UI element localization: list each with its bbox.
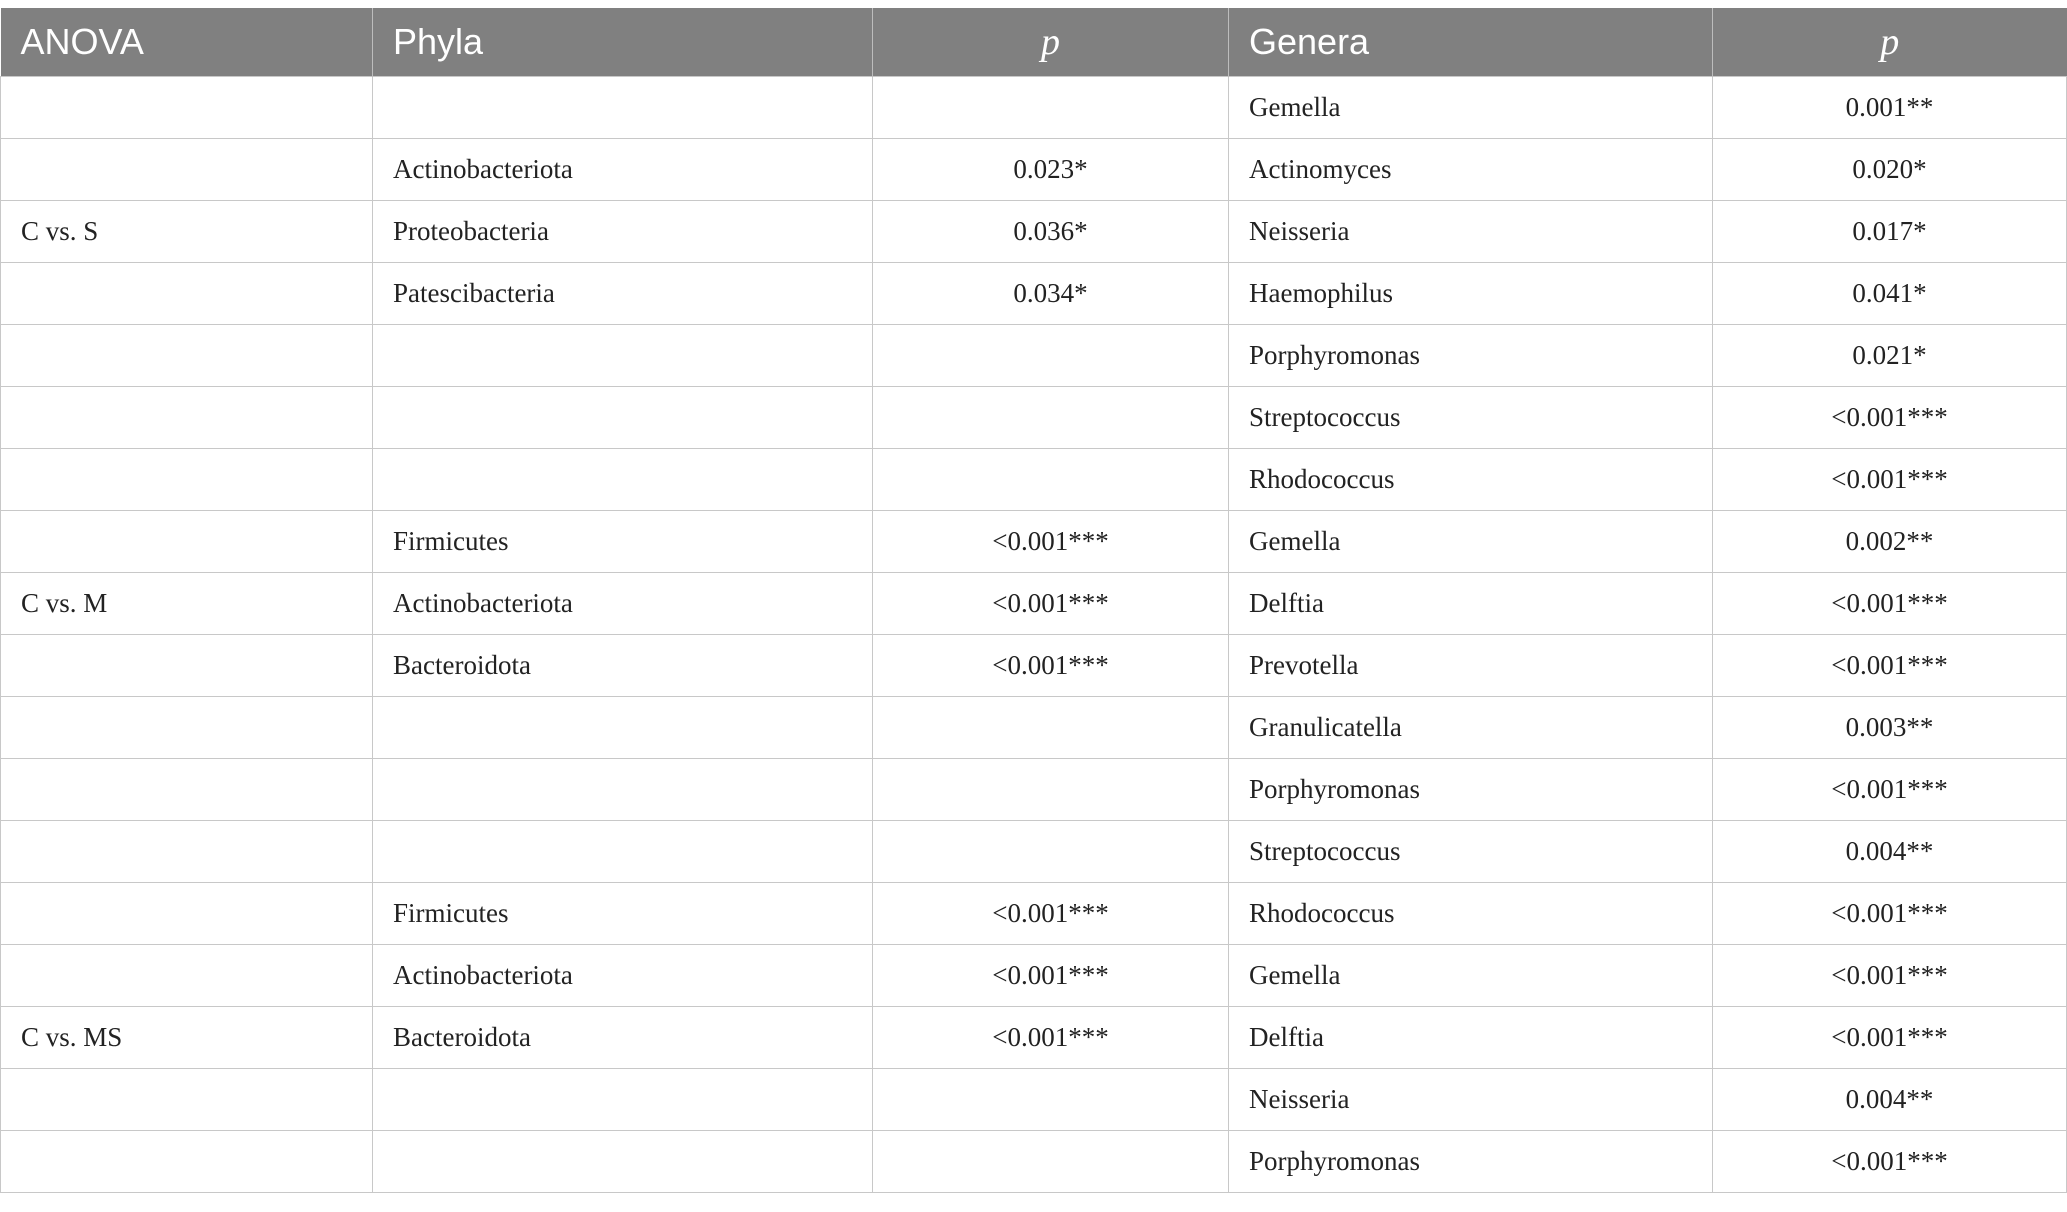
genera-cell: Neisseria bbox=[1229, 201, 1713, 263]
header-phyla-p: p bbox=[873, 8, 1229, 77]
anova-cell bbox=[1, 325, 373, 387]
anova-cell: C vs. MS bbox=[1, 1007, 373, 1069]
genera-cell: Rhodococcus bbox=[1229, 883, 1713, 945]
anova-results-table bbox=[0, 8, 2067, 1193]
anova-cell: C vs. M bbox=[1, 573, 373, 635]
anova-cell: C vs. S bbox=[1, 201, 373, 263]
genera-cell: Granulicatella bbox=[1229, 697, 1713, 759]
genera-p-cell: <0.001*** bbox=[1713, 1131, 2067, 1193]
table-row bbox=[1, 325, 2067, 387]
phyla-p-cell bbox=[873, 387, 1229, 449]
phyla-p-cell: <0.001*** bbox=[873, 511, 1229, 573]
genera-p-cell: 0.004** bbox=[1713, 1069, 2067, 1131]
genera-p-cell: <0.001*** bbox=[1713, 883, 2067, 945]
anova-table-container bbox=[0, 8, 2067, 1193]
genera-cell: Porphyromonas bbox=[1229, 325, 1713, 387]
table-row bbox=[1, 697, 2067, 759]
phyla-p-cell: <0.001*** bbox=[873, 635, 1229, 697]
phyla-cell bbox=[373, 77, 873, 139]
phyla-cell: Bacteroidota bbox=[373, 635, 873, 697]
table-row bbox=[1, 573, 2067, 635]
genera-p-cell: <0.001*** bbox=[1713, 945, 2067, 1007]
genera-p-cell: <0.001*** bbox=[1713, 1007, 2067, 1069]
anova-cell bbox=[1, 1131, 373, 1193]
anova-cell bbox=[1, 387, 373, 449]
phyla-p-cell: <0.001*** bbox=[873, 1007, 1229, 1069]
phyla-cell: Actinobacteriota bbox=[373, 573, 873, 635]
phyla-cell: Actinobacteriota bbox=[373, 139, 873, 201]
phyla-p-cell bbox=[873, 1131, 1229, 1193]
table-row bbox=[1, 635, 2067, 697]
phyla-cell: Actinobacteriota bbox=[373, 945, 873, 1007]
genera-cell: Rhodococcus bbox=[1229, 449, 1713, 511]
genera-p-cell: <0.001*** bbox=[1713, 387, 2067, 449]
phyla-cell bbox=[373, 1131, 873, 1193]
anova-cell bbox=[1, 945, 373, 1007]
phyla-cell: Proteobacteria bbox=[373, 201, 873, 263]
phyla-p-cell: 0.023* bbox=[873, 139, 1229, 201]
genera-p-cell: 0.020* bbox=[1713, 139, 2067, 201]
table-row bbox=[1, 449, 2067, 511]
genera-cell: Haemophilus bbox=[1229, 263, 1713, 325]
genera-p-cell: <0.001*** bbox=[1713, 449, 2067, 511]
phyla-cell bbox=[373, 697, 873, 759]
genera-p-cell: <0.001*** bbox=[1713, 573, 2067, 635]
anova-cell bbox=[1, 883, 373, 945]
phyla-cell: Patescibacteria bbox=[373, 263, 873, 325]
phyla-p-cell bbox=[873, 77, 1229, 139]
genera-p-cell: 0.041* bbox=[1713, 263, 2067, 325]
genera-cell: Actinomyces bbox=[1229, 139, 1713, 201]
table-row bbox=[1, 201, 2067, 263]
genera-p-cell: 0.001** bbox=[1713, 77, 2067, 139]
anova-cell bbox=[1, 139, 373, 201]
genera-cell: Prevotella bbox=[1229, 635, 1713, 697]
genera-p-cell: 0.004** bbox=[1713, 821, 2067, 883]
phyla-p-cell: 0.036* bbox=[873, 201, 1229, 263]
table-row bbox=[1, 77, 2067, 139]
table-row bbox=[1, 511, 2067, 573]
phyla-cell: Firmicutes bbox=[373, 511, 873, 573]
phyla-p-cell bbox=[873, 821, 1229, 883]
phyla-cell: Firmicutes bbox=[373, 883, 873, 945]
genera-cell: Delftia bbox=[1229, 1007, 1713, 1069]
genera-p-cell: <0.001*** bbox=[1713, 759, 2067, 821]
anova-cell bbox=[1, 511, 373, 573]
anova-cell bbox=[1, 759, 373, 821]
phyla-p-cell bbox=[873, 697, 1229, 759]
header-genera-p: p bbox=[1713, 8, 2067, 77]
genera-cell: Delftia bbox=[1229, 573, 1713, 635]
genera-cell: Gemella bbox=[1229, 511, 1713, 573]
table-row bbox=[1, 1007, 2067, 1069]
table-row bbox=[1, 1131, 2067, 1193]
genera-cell: Porphyromonas bbox=[1229, 759, 1713, 821]
genera-p-cell: <0.001*** bbox=[1713, 635, 2067, 697]
phyla-p-cell: <0.001*** bbox=[873, 883, 1229, 945]
genera-cell: Streptococcus bbox=[1229, 387, 1713, 449]
phyla-cell bbox=[373, 821, 873, 883]
table-row bbox=[1, 759, 2067, 821]
phyla-p-cell: 0.034* bbox=[873, 263, 1229, 325]
header-genera: Genera bbox=[1229, 8, 1713, 77]
anova-cell bbox=[1, 263, 373, 325]
phyla-cell bbox=[373, 759, 873, 821]
genera-cell: Streptococcus bbox=[1229, 821, 1713, 883]
phyla-p-cell bbox=[873, 325, 1229, 387]
table-header bbox=[1, 8, 2067, 77]
phyla-p-cell bbox=[873, 1069, 1229, 1131]
genera-cell: Porphyromonas bbox=[1229, 1131, 1713, 1193]
header-anova: ANOVA bbox=[1, 8, 373, 77]
phyla-cell: Bacteroidota bbox=[373, 1007, 873, 1069]
anova-cell bbox=[1, 449, 373, 511]
phyla-p-cell: <0.001*** bbox=[873, 945, 1229, 1007]
genera-p-cell: 0.003** bbox=[1713, 697, 2067, 759]
phyla-p-cell bbox=[873, 759, 1229, 821]
phyla-cell bbox=[373, 325, 873, 387]
phyla-p-cell: <0.001*** bbox=[873, 573, 1229, 635]
table-body bbox=[1, 77, 2067, 1193]
genera-cell: Gemella bbox=[1229, 77, 1713, 139]
genera-p-cell: 0.017* bbox=[1713, 201, 2067, 263]
anova-cell bbox=[1, 635, 373, 697]
phyla-cell bbox=[373, 1069, 873, 1131]
header-phyla: Phyla bbox=[373, 8, 873, 77]
anova-cell bbox=[1, 821, 373, 883]
phyla-cell bbox=[373, 387, 873, 449]
table-row bbox=[1, 263, 2067, 325]
anova-cell bbox=[1, 1069, 373, 1131]
anova-cell bbox=[1, 77, 373, 139]
genera-p-cell: 0.021* bbox=[1713, 325, 2067, 387]
table-row bbox=[1, 139, 2067, 201]
genera-cell: Gemella bbox=[1229, 945, 1713, 1007]
table-row bbox=[1, 883, 2067, 945]
phyla-p-cell bbox=[873, 449, 1229, 511]
table-row bbox=[1, 387, 2067, 449]
table-row bbox=[1, 1069, 2067, 1131]
table-row bbox=[1, 945, 2067, 1007]
header-row bbox=[1, 8, 2067, 77]
anova-cell bbox=[1, 697, 373, 759]
genera-p-cell: 0.002** bbox=[1713, 511, 2067, 573]
table-row bbox=[1, 821, 2067, 883]
phyla-cell bbox=[373, 449, 873, 511]
genera-cell: Neisseria bbox=[1229, 1069, 1713, 1131]
